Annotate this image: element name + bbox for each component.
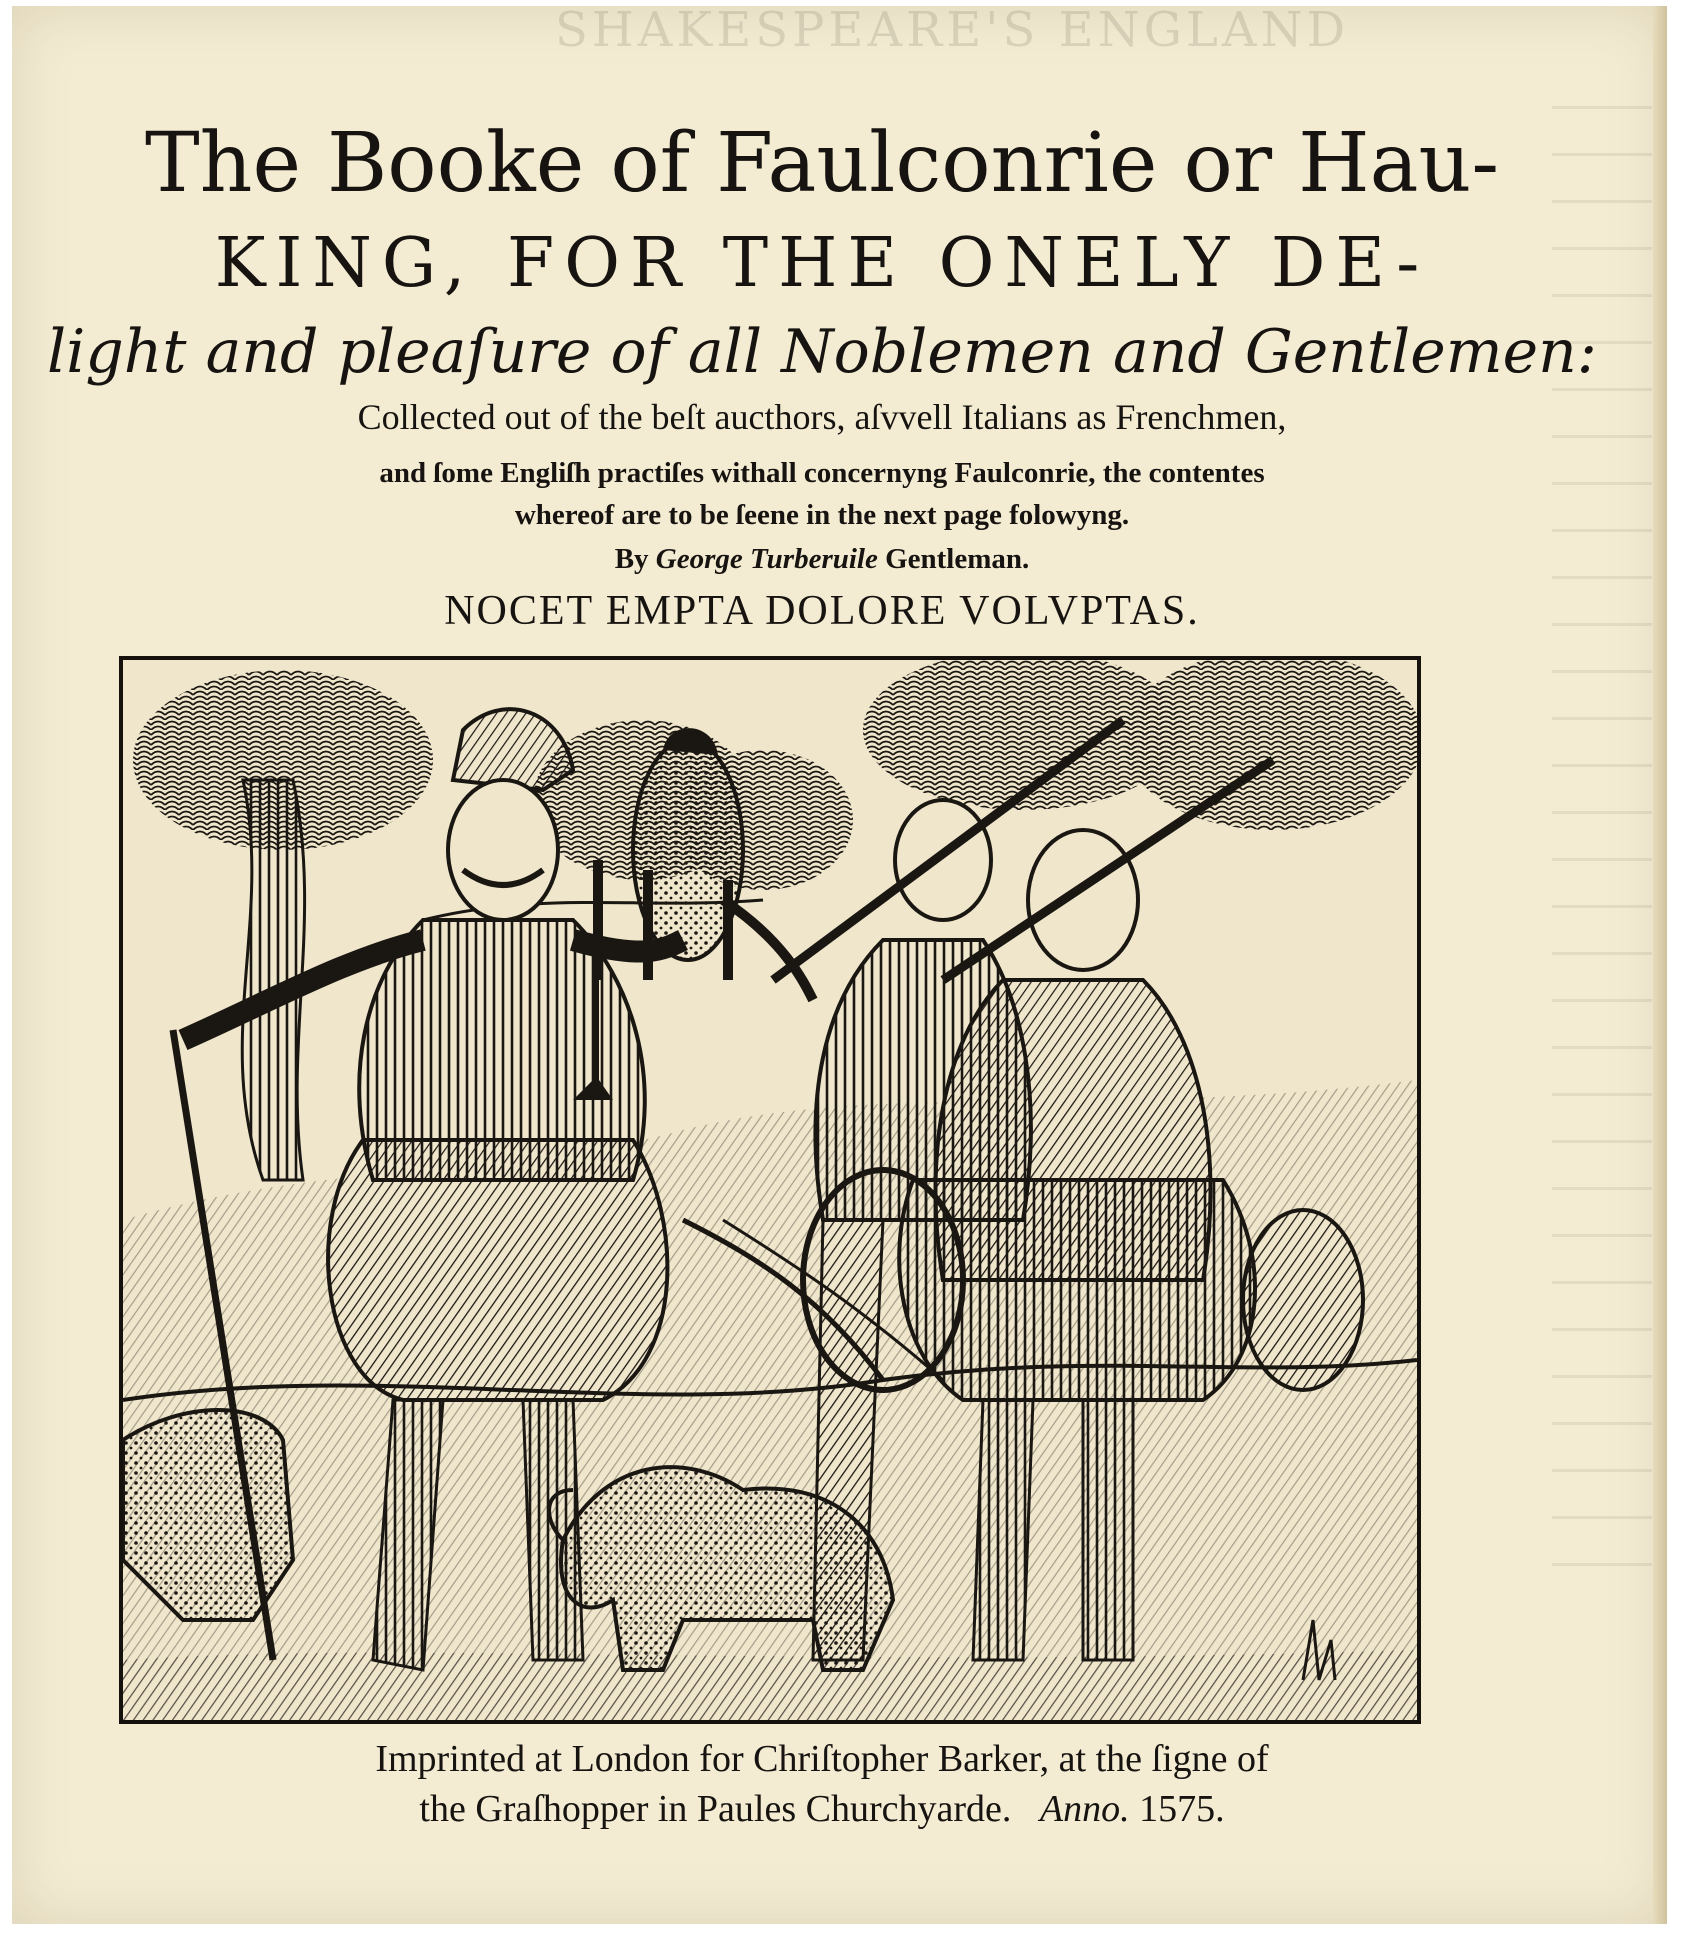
subtitle-line-3: whereof are to be ſeene in the next page folowyng.: [514, 499, 1130, 531]
book-page: [12, 6, 1667, 1924]
title-line-1: The Booke of Faulconrie or Hau-: [144, 116, 1500, 211]
subtitle-line-2: and ſome Engliſh practiſes withall concernyng Faulconrie, the contentes: [379, 457, 1265, 489]
title-line-3: light and pleaſure of all Noblemen and Gentlemen:: [46, 317, 1597, 387]
imprint-line-1: Imprinted at London for Chriſtopher Barker, at the ſigne of: [375, 1738, 1269, 1780]
woodcut-illustration: [119, 656, 1421, 1724]
hawking-scene-image: [123, 660, 1417, 1720]
imprint-year: 1575.: [1139, 1788, 1225, 1830]
imprint-line-2: [32, 1786, 1612, 1832]
anno-label: Anno.: [1039, 1788, 1130, 1830]
title-line-2: KING, FOR THE ONELY DE-: [214, 224, 1430, 303]
by-label: By: [614, 543, 649, 575]
author-name: George Turberuile: [655, 543, 878, 575]
subtitle-line-1: Collected out of the beſt aucthors, aſvvell Italians as Frenchmen,: [357, 397, 1287, 437]
author-line: [32, 540, 1612, 578]
page-gutter: [1653, 6, 1667, 1924]
author-suffix: Gentleman.: [885, 543, 1030, 575]
imprint-place: the Graſhopper in Paules Churchyarde.: [419, 1788, 1012, 1830]
bleed-through-header: SHAKESPEARE'S ENGLAND: [554, 6, 1350, 58]
motto: NOCET EMPTA DOLORE VOLVPTAS.: [444, 588, 1200, 634]
